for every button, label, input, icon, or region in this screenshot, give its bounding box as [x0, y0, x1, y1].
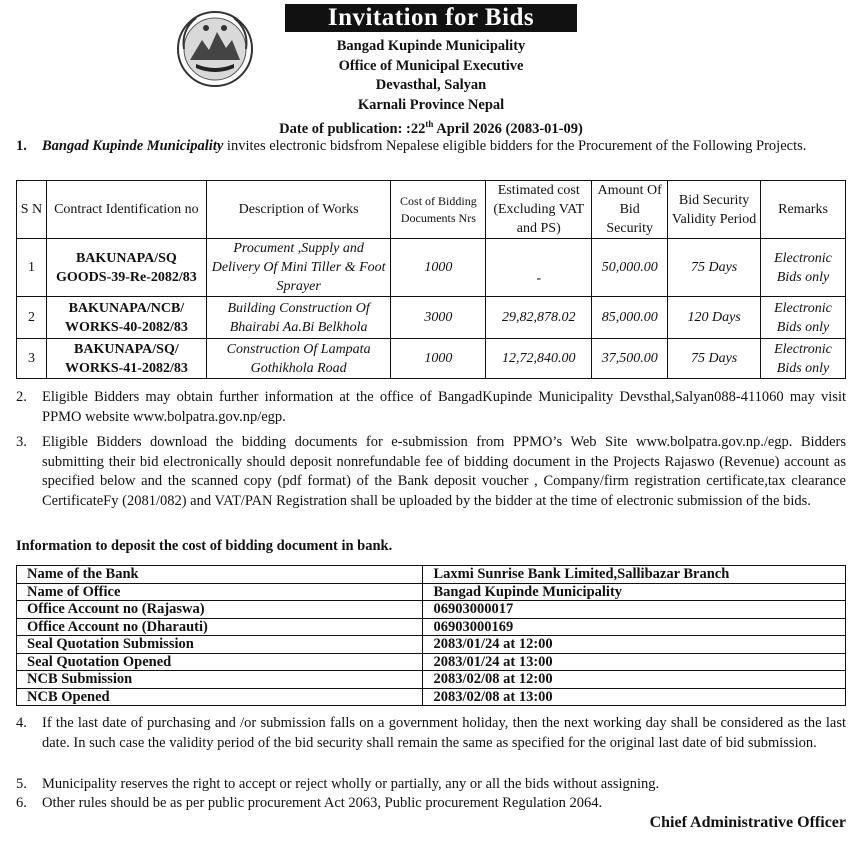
table-row: 2 BAKUNAPA/NCB/ WORKS-40-2082/83 Building Construction Of Bhairabi Aa.Bi Belkhola 3000 29,82,878.02 85,000.00 120 Days Electronic Bids only	[17, 297, 846, 339]
header-line-4: Karnali Province Nepal	[357, 96, 505, 113]
header-remarks: Remarks	[761, 181, 846, 239]
paragraph-3: 3. Eligible Bidders download the bidding documents for e-submission from PPMO’s Web Site www.bolpatra.gov.np./egp. Bidders submitting their bid electronically should deposit nonrefundable fee of bidding document in the Projects Rajaswo (Revenue) account as specified below and the scanned copy (pdf format) of the Bank deposit voucher , Company/firm registration certificate,tax clearance CertificateFy (2081/082) and VAT/PAN Registration shall be uploaded by the bidder at the time of electronic submission of the bids.	[16, 434, 846, 509]
paragraph-5: 5. Municipality reserves the right to accept or reject wholly or partially, any or all the bids without assigning.	[16, 776, 660, 792]
paragraph-4: 4. If the last date of purchasing and /or submission falls on a government holiday, then the next working day shall be considered as the last date. In such case the validity period of the bid security shall remain the same as specified for the original last date of bid submission.	[16, 715, 846, 751]
table-row: Seal Quotation Submission 2083/01/24 at 12:00	[17, 636, 846, 654]
table-row: Office Account no (Rajaswa) 06903000017	[17, 601, 846, 619]
table-row: Office Account no (Dharauti) 06903000169	[17, 618, 846, 636]
header-line-2: Office of Municipal Executive	[338, 57, 524, 74]
table-row: Seal Quotation Opened 2083/01/24 at 13:00	[17, 653, 846, 671]
header-line-1: Bangad Kupinde Municipality	[336, 38, 526, 54]
table-row: Name of Office Bangad Kupinde Municipality	[17, 583, 846, 601]
table-row: 1 BAKUNAPA/SQ GOODS-39-Re-2082/83 Procument ,Supply and Delivery Of Mini Tiller & Foot Sprayer 1000 - 50,000.00 75 Days Electronic Bids only	[17, 239, 846, 297]
header-cost: Cost of Bidding Documents Nrs	[391, 181, 486, 239]
notice-title: Invitation for Bids	[285, 4, 577, 32]
signature: Chief Administrative Officer	[649, 814, 846, 831]
header-validity: Bid Security Validity Period	[668, 181, 761, 239]
header-line-3: Devasthal, Salyan	[375, 77, 487, 93]
table-row: NCB Submission 2083/02/08 at 12:00	[17, 671, 846, 689]
table-row: NCB Opened 2083/02/08 at 13:00	[17, 688, 846, 706]
publication-date: Date of publication: :22th April 2026 (2083-01-09)	[279, 119, 583, 137]
paragraph-2: 2. Eligible Bidders may obtain further information at the office of BangadKupinde Municipality Devsthal,Salyan088-411060 may visit PPMO website www.bolpatra.gov.np/egp.	[16, 389, 846, 425]
paragraph-1: 1. Bangad Kupinde Municipality invites electronic bidsfrom Nepalese eligible bidders for the Procurement of the Following Projects.	[16, 138, 807, 154]
bank-section-title: Information to deposit the cost of bidding document in bank.	[16, 538, 393, 554]
header-amount: Amount Of Bid Security	[592, 181, 668, 239]
header-description: Description of Works	[206, 181, 391, 239]
header-contract: Contract Identification no	[46, 181, 206, 239]
paragraph-6: 6. Other rules should be as per public procurement Act 2063, Public procurement Regulation 2064.	[16, 795, 603, 811]
bids-table	[16, 180, 846, 379]
table-header-row	[17, 181, 846, 239]
header-sn: S N	[17, 181, 47, 239]
table-row: 3 BAKUNAPA/SQ/ WORKS-41-2082/83 Construction Of Lampata Gothikhola Road 1000 12,72,840.00 37,500.00 75 Days Electronic Bids only	[17, 339, 846, 379]
bank-info-table	[16, 565, 846, 706]
notice-header	[200, 37, 662, 139]
org-name: Bangad Kupinde Municipality	[42, 138, 224, 154]
header-estimated: Estimated cost (Excluding VAT and PS)	[486, 181, 592, 239]
table-row: Name of the Bank Laxmi Sunrise Bank Limited,Sallibazar Branch	[17, 566, 846, 584]
